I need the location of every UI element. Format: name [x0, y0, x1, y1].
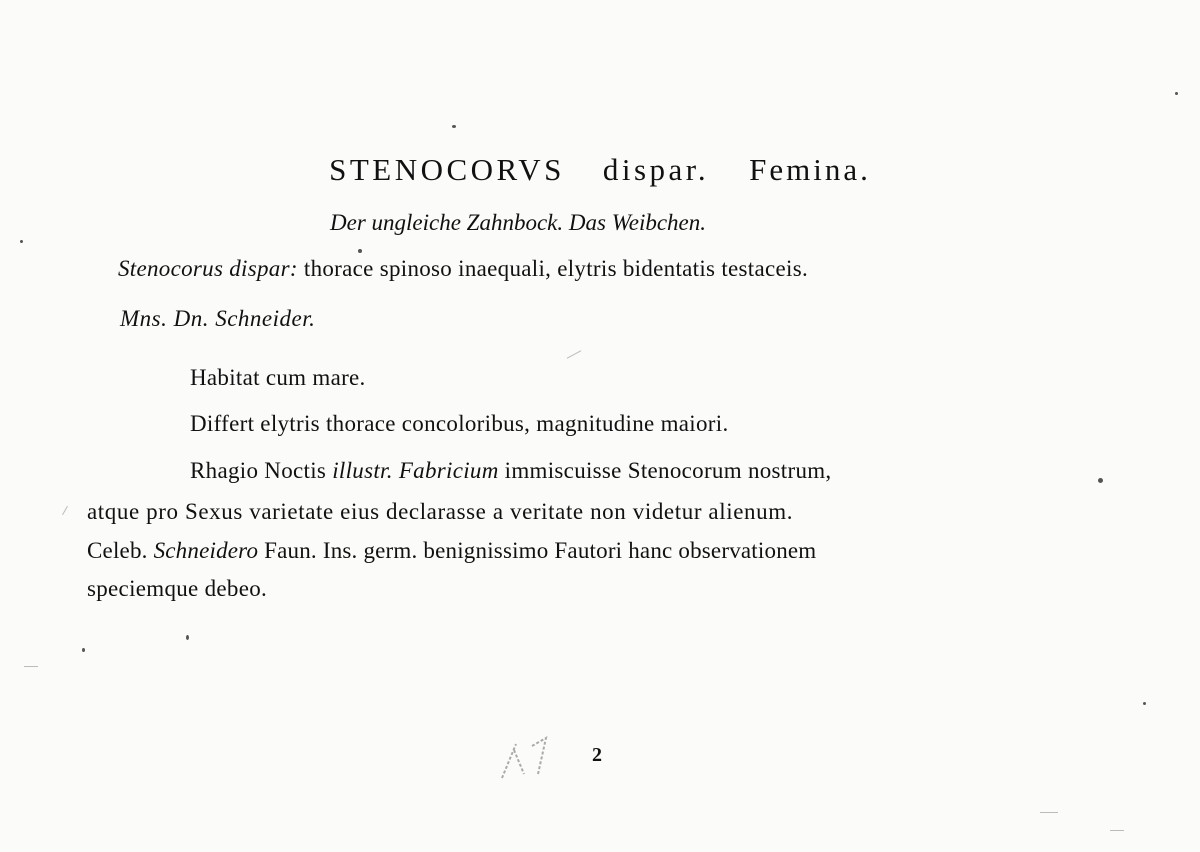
page-number: 2: [592, 744, 602, 766]
remark-italic: Schneidero: [153, 538, 259, 563]
paper-scratch: [24, 666, 38, 667]
german-common-name: Der ungleiche Zahnbock. Das Weibchen.: [330, 210, 707, 235]
remark-text: Celeb.: [87, 538, 154, 563]
paper-scratch: [567, 350, 582, 358]
paper-speck: [1143, 702, 1146, 705]
diagnosis-text: thorace spinoso inaequali, elytris bidentatis testaceis.: [303, 256, 809, 281]
differt-paragraph: Differt elytris thorace concoloribus, magnitudine maiori.: [190, 411, 729, 436]
species-name: dispar.: [602, 152, 710, 187]
paper-scratch: [1110, 830, 1124, 831]
paper-speck: [82, 648, 85, 652]
remark-text: Rhagio Noctis: [190, 458, 333, 483]
remark-line-3: [87, 538, 816, 564]
paper-speck: [358, 249, 362, 253]
remark-text: Faun. Ins. germ. benignissimo Fautori hanc observationem: [258, 538, 817, 563]
paper-scratch: [62, 506, 68, 515]
remark-line-1: [190, 458, 831, 484]
sex-label: Femina.: [749, 152, 871, 187]
pencil-scribble: [494, 734, 564, 784]
paper-speck: [452, 125, 456, 128]
paper-speck: [186, 635, 189, 640]
remark-text: immiscuisse Stenocorum nostrum,: [498, 458, 832, 483]
remark-line-4: speciemque debeo.: [87, 576, 268, 601]
paper-speck: [20, 240, 23, 243]
paper-speck: [1175, 92, 1178, 95]
remark-italic: illustr. Fabricium: [332, 458, 499, 483]
paper-speck: [1098, 478, 1103, 483]
genus-name: STENOCORVS: [329, 152, 565, 187]
diagnosis-name: Stenocorus dispar:: [118, 256, 298, 281]
diagnosis-line: [118, 256, 808, 282]
paper-scratch: [1040, 812, 1058, 813]
species-heading: [0, 152, 1200, 188]
remark-line-2: atque pro Sexus varietate eius declarasse a veritate non videtur alienum.: [87, 499, 794, 524]
source-reference: Mns. Dn. Schneider.: [120, 306, 316, 331]
habitat-paragraph: Habitat cum mare.: [190, 365, 366, 390]
